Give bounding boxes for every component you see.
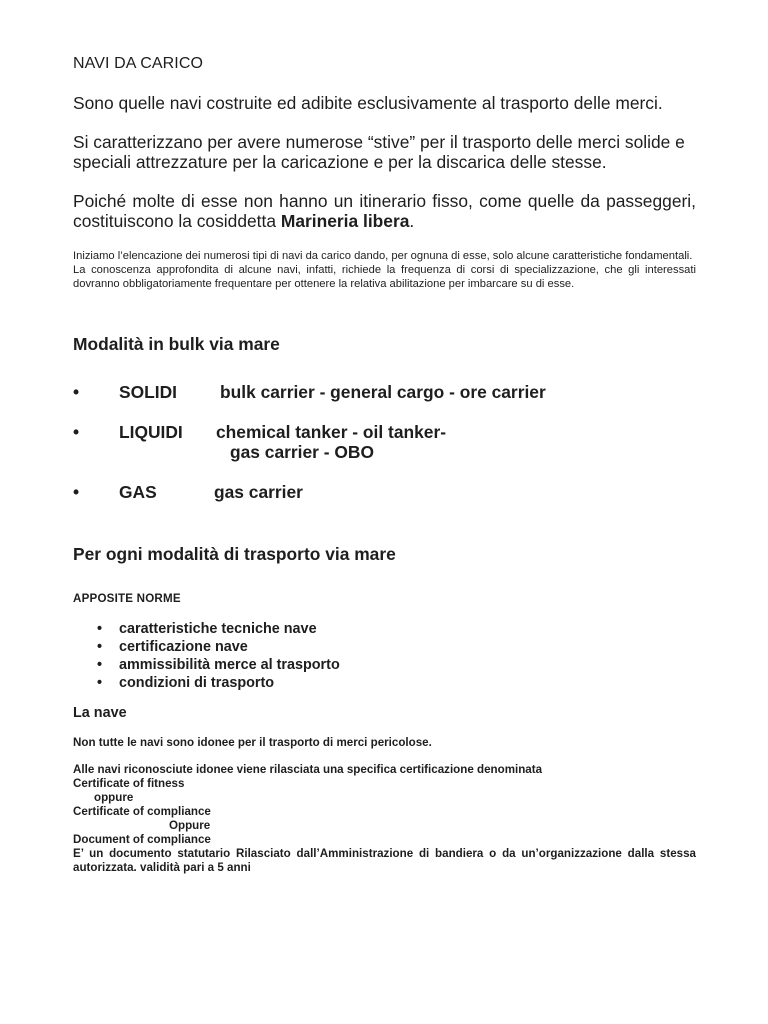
page-title: NAVI DA CARICO [73,55,204,72]
bullet-icon: • [97,621,103,637]
cert-compliance: Certificate of compliance [73,805,211,818]
bullet-icon: • [97,675,103,691]
norme-item-text: condizioni di trasporto [119,675,275,691]
list-item [97,621,317,637]
certification-block [73,763,696,875]
modalita-heading: Modalità in bulk via mare [73,334,280,354]
norme-item-text: caratteristiche tecniche nave [119,621,317,637]
list-item [97,639,248,655]
note-line: Non tutte le navi sono idonee per il trasporto di merci pericolose. [73,736,432,749]
small-text-block [73,249,696,291]
mode-value: bulk carrier - general cargo - ore carrier [220,382,546,402]
bullet-icon: • [73,382,80,402]
doc-compliance: Document of compliance [73,833,211,846]
mode-label: LIQUIDI [119,422,183,442]
intro-paragraph-2: Si caratterizzano per avere numerose “stive” per il trasporto delle merci solide e speciali attrezzature per la caricazione e per la discarica delle stesse. [73,132,685,172]
apposite-norme-subheading: APPOSITE NORME [73,592,181,605]
small-text-line-1: Iniziamo l’elencazione dei numerosi tipi di navi da carico dando, per ognuna di esse, solo alcune caratteristiche fondamentali. [73,250,693,262]
mode-value: chemical tanker - oil tanker- [216,422,447,442]
intro-paragraph-3 [73,191,696,231]
list-item [97,657,340,673]
mode-label: GAS [119,482,157,502]
marineria-libera-bold: Marineria libera [280,211,410,231]
la-nave-heading: La nave [73,705,127,721]
norme-item-text: certificazione nave [119,639,248,655]
oppure-1: oppure [94,791,134,804]
list-item [97,675,275,691]
intro-paragraph-1: Sono quelle navi costruite ed adibite esclusivamente al trasporto delle merci. [73,93,663,113]
norme-item-text: ammissibilità merce al trasporto [119,657,340,673]
intro-paragraph-3-text: Poiché molte di esse non hanno un itinerario fisso, come quelle da passeggeri, costituiscono la cosiddetta [73,191,696,231]
closing-statement: E’ un documento statutario Rilasciato dall’Amministrazione di bandiera o da un’organizzazione dalla stessa autorizzata. validità pari a 5 anni [73,847,696,874]
bullet-icon: • [73,482,80,502]
cert-intro: Alle navi riconosciute idonee viene rilasciata una specifica certificazione denominata [73,763,543,776]
per-ogni-heading: Per ogni modalità di trasporto via mare [73,544,396,564]
mode-value-continuation: gas carrier - OBO [230,442,375,462]
bullet-icon: • [73,422,80,442]
mode-value: gas carrier [214,482,303,502]
bullet-icon: • [97,639,103,655]
oppure-2: Oppure [169,819,211,832]
small-text-line-2: La conoscenza approfondita di alcune navi, infatti, richiede la frequenza di corsi di specializzazione, che gli interessati dovranno obbligatoriamente frequentare per ottenere la relativa abilitazione per imbarcare su di esse. [73,264,696,290]
bullet-icon: • [97,657,103,673]
intro-paragraph-3-end: . [409,211,415,231]
mode-label: SOLIDI [119,382,177,402]
cert-fitness: Certificate of fitness [73,777,185,790]
